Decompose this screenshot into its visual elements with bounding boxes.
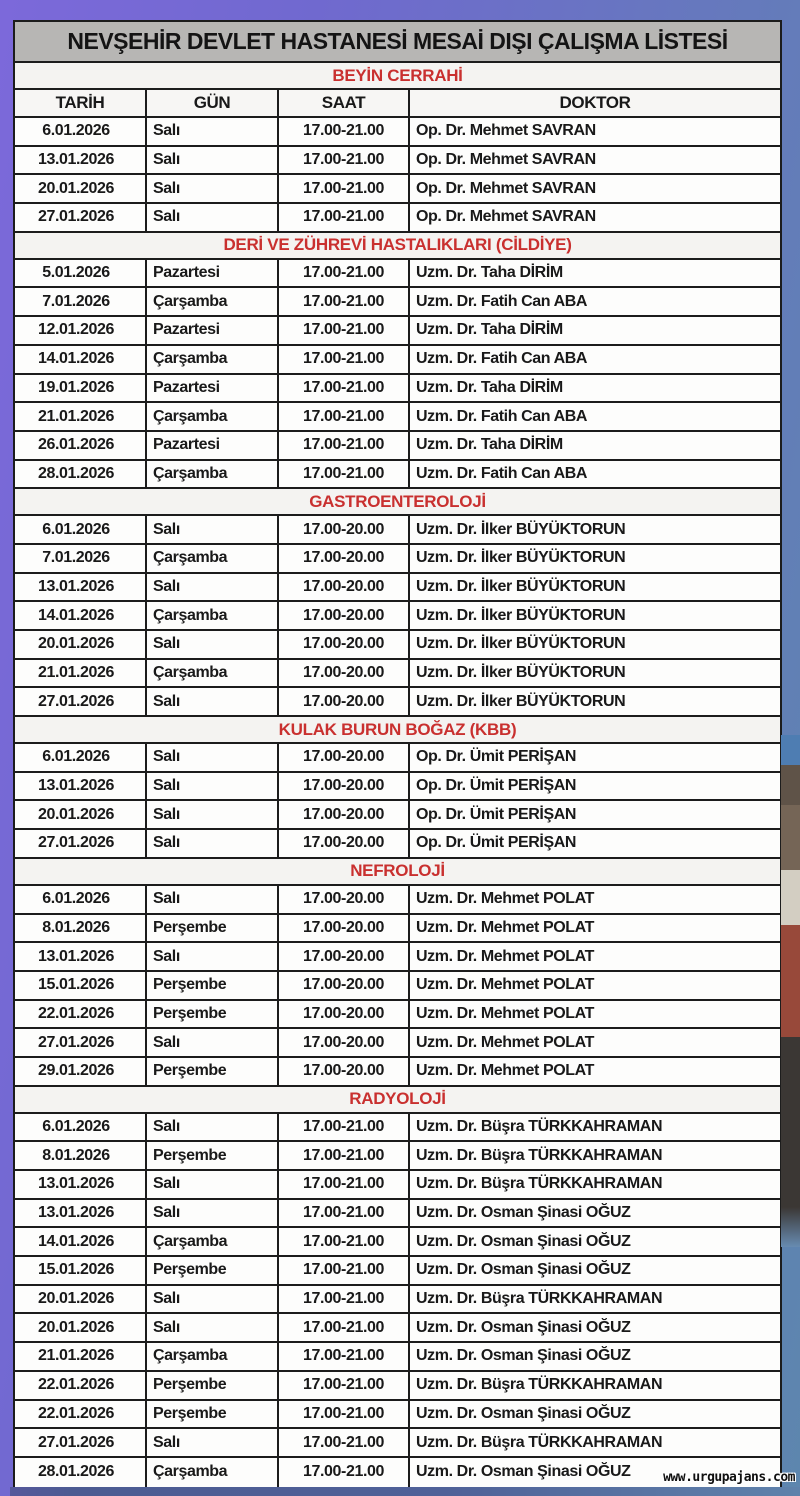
cell-tarih: 13.01.2026 (15, 773, 147, 800)
cell-tarih: 14.01.2026 (15, 602, 147, 629)
cell-saat: 17.00-20.00 (279, 574, 410, 601)
table-row (15, 175, 780, 204)
cell-doktor: Uzm. Dr. Büşra TÜRKKAHRAMAN (416, 1433, 663, 1451)
table-row (15, 346, 780, 375)
cell-tarih: 27.01.2026 (15, 830, 147, 857)
table-row (15, 288, 780, 317)
cell-tarih: 15.01.2026 (15, 1257, 147, 1284)
cell-gun: Salı (147, 631, 279, 658)
section-header: NEFROLOJİ (15, 859, 780, 886)
cell-saat: 17.00-20.00 (279, 773, 410, 800)
cell-saat: 17.00-20.00 (279, 1029, 410, 1056)
cell-gun: Perşembe (147, 1001, 279, 1028)
table-row (15, 660, 780, 689)
cell-doktor: Uzm. Dr. Mehmet POLAT (416, 1062, 594, 1080)
cell-doktor: Uzm. Dr. İlker BÜYÜKTORUN (416, 606, 626, 624)
cell-saat: 17.00-21.00 (279, 147, 410, 174)
cell-tarih: 20.01.2026 (15, 1286, 147, 1313)
table-row (15, 545, 780, 574)
cell-gun: Çarşamba (147, 403, 279, 430)
cell-doktor: Uzm. Dr. Osman Şinasi OĞUZ (416, 1318, 631, 1336)
cell-gun: Salı (147, 1029, 279, 1056)
table-row (15, 915, 780, 944)
cell-doktor: Uzm. Dr. Mehmet POLAT (416, 976, 594, 994)
cell-gun: Perşembe (147, 1142, 279, 1169)
cell-doktor: Uzm. Dr. Taha DİRİM (416, 436, 563, 454)
cell-saat: 17.00-20.00 (279, 1058, 410, 1085)
cell-doktor: Uzm. Dr. Mehmet POLAT (416, 1033, 594, 1051)
cell-doktor: Uzm. Dr. Taha DİRİM (416, 321, 563, 339)
cell-gun: Pazartesi (147, 432, 279, 459)
cell-saat: 17.00-21.00 (279, 260, 410, 287)
section-header: GASTROENTEROLOJİ (15, 489, 780, 516)
section-header: RADYOLOJİ (15, 1087, 780, 1114)
table-row (15, 1114, 780, 1143)
cell-doktor: Uzm. Dr. Fatih Can ABA (416, 407, 588, 425)
table-row (15, 1171, 780, 1200)
table-row (15, 461, 780, 490)
cell-tarih: 21.01.2026 (15, 403, 147, 430)
table-row (15, 147, 780, 176)
cell-tarih: 21.01.2026 (15, 1343, 147, 1370)
cell-saat: 17.00-20.00 (279, 631, 410, 658)
cell-tarih: 6.01.2026 (15, 118, 147, 145)
cell-gun: Salı (147, 516, 279, 543)
cell-doktor: Uzm. Dr. Osman Şinasi OĞUZ (416, 1204, 631, 1222)
table-row (15, 943, 780, 972)
cell-gun: Salı (147, 773, 279, 800)
cell-gun: Pazartesi (147, 260, 279, 287)
column-header-saat: SAAT (279, 90, 410, 116)
cell-gun: Perşembe (147, 1058, 279, 1085)
bottom-edge-bar (10, 1487, 800, 1496)
cell-tarih: 27.01.2026 (15, 204, 147, 231)
table-row (15, 516, 780, 545)
cell-tarih: 13.01.2026 (15, 574, 147, 601)
cell-saat: 17.00-20.00 (279, 660, 410, 687)
cell-doktor: Op. Dr. Ümit PERİŞAN (416, 748, 577, 766)
cell-gun: Pazartesi (147, 375, 279, 402)
table-row (15, 886, 780, 915)
cell-doktor: Uzm. Dr. Fatih Can ABA (416, 292, 588, 310)
photo-dark-area (781, 1037, 800, 1207)
cell-tarih: 29.01.2026 (15, 1058, 147, 1085)
cell-saat: 17.00-21.00 (279, 118, 410, 145)
cell-gun: Çarşamba (147, 545, 279, 572)
cell-gun: Salı (147, 886, 279, 913)
cell-saat: 17.00-20.00 (279, 602, 410, 629)
table-row (15, 118, 780, 147)
photo-rocks (781, 765, 800, 805)
cell-gun: Salı (147, 1286, 279, 1313)
table-row (15, 744, 780, 773)
cell-gun: Salı (147, 147, 279, 174)
table-row (15, 972, 780, 1001)
cell-doktor: Op. Dr. Ümit PERİŞAN (416, 834, 577, 852)
table-row (15, 1029, 780, 1058)
cell-tarih: 20.01.2026 (15, 1314, 147, 1341)
cell-doktor: Uzm. Dr. Osman Şinasi OĞUZ (416, 1261, 631, 1279)
table-row (15, 830, 780, 859)
cell-doktor: Uzm. Dr. Mehmet POLAT (416, 1004, 594, 1022)
cell-gun: Perşembe (147, 1372, 279, 1399)
cell-doktor: Uzm. Dr. Büşra TÜRKKAHRAMAN (416, 1290, 663, 1308)
cell-saat: 17.00-21.00 (279, 1142, 410, 1169)
photo-sky (781, 735, 800, 765)
cell-doktor: Uzm. Dr. Osman Şinasi OĞUZ (416, 1232, 631, 1250)
cell-doktor: Uzm. Dr. İlker BÜYÜKTORUN (416, 577, 626, 595)
cell-saat: 17.00-20.00 (279, 886, 410, 913)
cell-gun: Perşembe (147, 915, 279, 942)
cell-tarih: 14.01.2026 (15, 346, 147, 373)
cell-doktor: Uzm. Dr. Büşra TÜRKKAHRAMAN (416, 1376, 663, 1394)
cell-tarih: 14.01.2026 (15, 1228, 147, 1255)
cell-doktor: Op. Dr. Mehmet SAVRAN (416, 151, 596, 169)
table-row (15, 403, 780, 432)
cell-saat: 17.00-21.00 (279, 403, 410, 430)
cell-gun: Perşembe (147, 1257, 279, 1284)
cell-saat: 17.00-21.00 (279, 1429, 410, 1456)
column-header-row (15, 90, 780, 118)
cell-tarih: 22.01.2026 (15, 1401, 147, 1428)
cell-saat: 17.00-21.00 (279, 1114, 410, 1141)
cell-tarih: 13.01.2026 (15, 1200, 147, 1227)
section-header: KULAK BURUN BOĞAZ (KBB) (15, 717, 780, 744)
cell-tarih: 13.01.2026 (15, 1171, 147, 1198)
table-row (15, 432, 780, 461)
cell-tarih: 5.01.2026 (15, 260, 147, 287)
cell-gun: Perşembe (147, 972, 279, 999)
cell-tarih: 27.01.2026 (15, 688, 147, 715)
cell-doktor: Uzm. Dr. Osman Şinasi OĞUZ (416, 1347, 631, 1365)
cell-doktor: Uzm. Dr. Mehmet POLAT (416, 918, 594, 936)
table-row (15, 1001, 780, 1030)
cell-gun: Salı (147, 744, 279, 771)
cell-tarih: 8.01.2026 (15, 1142, 147, 1169)
cell-tarih: 6.01.2026 (15, 886, 147, 913)
cell-doktor: Uzm. Dr. Büşra TÜRKKAHRAMAN (416, 1175, 663, 1193)
cell-tarih: 21.01.2026 (15, 660, 147, 687)
cell-saat: 17.00-20.00 (279, 545, 410, 572)
cell-gun: Çarşamba (147, 1228, 279, 1255)
cell-tarih: 28.01.2026 (15, 1458, 147, 1487)
table-row (15, 574, 780, 603)
cell-gun: Çarşamba (147, 346, 279, 373)
cell-tarih: 13.01.2026 (15, 943, 147, 970)
cell-saat: 17.00-20.00 (279, 830, 410, 857)
cell-doktor: Uzm. Dr. İlker BÜYÜKTORUN (416, 520, 626, 538)
cell-gun: Salı (147, 830, 279, 857)
cell-tarih: 20.01.2026 (15, 631, 147, 658)
cell-saat: 17.00-21.00 (279, 432, 410, 459)
cell-tarih: 8.01.2026 (15, 915, 147, 942)
table-row (15, 1343, 780, 1372)
table-row (15, 1257, 780, 1286)
cell-tarih: 27.01.2026 (15, 1029, 147, 1056)
cell-doktor: Uzm. Dr. Mehmet POLAT (416, 890, 594, 908)
cell-saat: 17.00-20.00 (279, 516, 410, 543)
cell-doktor: Uzm. Dr. Fatih Can ABA (416, 350, 588, 368)
cell-doktor: Op. Dr. Mehmet SAVRAN (416, 179, 596, 197)
cell-gun: Çarşamba (147, 1458, 279, 1487)
cell-doktor: Op. Dr. Mehmet SAVRAN (416, 208, 596, 226)
section-header: BEYİN CERRAHİ (15, 63, 780, 90)
watermark-text: www.urgupajans.com (663, 1470, 795, 1485)
cell-gun: Perşembe (147, 1401, 279, 1428)
cell-saat: 17.00-20.00 (279, 801, 410, 828)
cell-saat: 17.00-21.00 (279, 1286, 410, 1313)
cell-gun: Salı (147, 801, 279, 828)
cell-gun: Çarşamba (147, 1343, 279, 1370)
cell-gun: Salı (147, 1114, 279, 1141)
photo-brick-building (781, 925, 800, 1037)
cell-saat: 17.00-20.00 (279, 744, 410, 771)
photo-rocks (781, 805, 800, 870)
cell-doktor: Uzm. Dr. Mehmet POLAT (416, 947, 594, 965)
cell-tarih: 20.01.2026 (15, 175, 147, 202)
table-row (15, 204, 780, 233)
cell-saat: 17.00-21.00 (279, 1200, 410, 1227)
table-row (15, 1429, 780, 1458)
page-title: NEVŞEHİR DEVLET HASTANESİ MESAİ DIŞI ÇALIŞMA LİSTESİ (15, 22, 780, 63)
cell-saat: 17.00-20.00 (279, 915, 410, 942)
cell-saat: 17.00-21.00 (279, 1228, 410, 1255)
cell-saat: 17.00-21.00 (279, 1314, 410, 1341)
cell-saat: 17.00-21.00 (279, 288, 410, 315)
cell-gun: Salı (147, 943, 279, 970)
column-header-tarih: TARİH (15, 90, 147, 116)
cell-tarih: 22.01.2026 (15, 1372, 147, 1399)
cell-saat: 17.00-21.00 (279, 317, 410, 344)
cell-saat: 17.00-20.00 (279, 943, 410, 970)
cell-tarih: 6.01.2026 (15, 744, 147, 771)
cell-doktor: Uzm. Dr. Büşra TÜRKKAHRAMAN (416, 1117, 663, 1135)
cell-gun: Salı (147, 204, 279, 231)
column-header-gun: GÜN (147, 90, 279, 116)
cell-tarih: 6.01.2026 (15, 1114, 147, 1141)
cell-tarih: 7.01.2026 (15, 288, 147, 315)
table-row (15, 801, 780, 830)
cell-tarih: 27.01.2026 (15, 1429, 147, 1456)
cell-gun: Salı (147, 574, 279, 601)
cell-gun: Salı (147, 1171, 279, 1198)
table-row (15, 317, 780, 346)
table-row (15, 602, 780, 631)
cell-doktor: Uzm. Dr. İlker BÜYÜKTORUN (416, 635, 626, 653)
cell-saat: 17.00-21.00 (279, 1257, 410, 1284)
section-header: DERİ VE ZÜHREVİ HASTALIKLARI (CİLDİYE) (15, 233, 780, 260)
table-row (15, 631, 780, 660)
cell-doktor: Uzm. Dr. Büşra TÜRKKAHRAMAN (416, 1146, 663, 1164)
cell-saat: 17.00-21.00 (279, 1372, 410, 1399)
table-row (15, 1228, 780, 1257)
cell-saat: 17.00-21.00 (279, 1401, 410, 1428)
table-row (15, 773, 780, 802)
photo-light-area (781, 870, 800, 925)
column-header-doktor: DOKTOR (559, 93, 631, 112)
cell-saat: 17.00-20.00 (279, 688, 410, 715)
table-row (15, 1058, 780, 1087)
cell-saat: 17.00-21.00 (279, 375, 410, 402)
cell-gun: Salı (147, 175, 279, 202)
table-row (15, 375, 780, 404)
cell-tarih: 28.01.2026 (15, 461, 147, 488)
background-photo-edge (781, 735, 800, 1247)
table-row (15, 1372, 780, 1401)
cell-tarih: 12.01.2026 (15, 317, 147, 344)
cell-doktor: Op. Dr. Ümit PERİŞAN (416, 777, 577, 795)
cell-saat: 17.00-21.00 (279, 204, 410, 231)
table-row (15, 1142, 780, 1171)
table-row (15, 1200, 780, 1229)
cell-doktor: Uzm. Dr. Taha DİRİM (416, 264, 563, 282)
cell-gun: Pazartesi (147, 317, 279, 344)
cell-tarih: 7.01.2026 (15, 545, 147, 572)
cell-gun: Salı (147, 1200, 279, 1227)
table-row (15, 688, 780, 717)
cell-gun: Çarşamba (147, 602, 279, 629)
cell-doktor: Uzm. Dr. Osman Şinasi OĞUZ (416, 1463, 631, 1481)
cell-doktor: Uzm. Dr. İlker BÜYÜKTORUN (416, 549, 626, 567)
cell-gun: Çarşamba (147, 288, 279, 315)
cell-gun: Salı (147, 1429, 279, 1456)
cell-saat: 17.00-20.00 (279, 972, 410, 999)
cell-doktor: Uzm. Dr. Fatih Can ABA (416, 464, 588, 482)
table-row (15, 1286, 780, 1315)
cell-saat: 17.00-21.00 (279, 1458, 410, 1487)
cell-gun: Çarşamba (147, 660, 279, 687)
cell-tarih: 20.01.2026 (15, 801, 147, 828)
cell-saat: 17.00-21.00 (279, 461, 410, 488)
cell-saat: 17.00-21.00 (279, 1171, 410, 1198)
cell-gun: Salı (147, 688, 279, 715)
cell-tarih: 15.01.2026 (15, 972, 147, 999)
cell-tarih: 22.01.2026 (15, 1001, 147, 1028)
cell-gun: Salı (147, 118, 279, 145)
cell-gun: Çarşamba (147, 461, 279, 488)
cell-saat: 17.00-21.00 (279, 1343, 410, 1370)
cell-saat: 17.00-21.00 (279, 175, 410, 202)
cell-doktor: Op. Dr. Ümit PERİŞAN (416, 805, 577, 823)
schedule-table (13, 20, 782, 1489)
cell-doktor: Uzm. Dr. İlker BÜYÜKTORUN (416, 692, 626, 710)
cell-tarih: 19.01.2026 (15, 375, 147, 402)
cell-doktor: Uzm. Dr. Osman Şinasi OĞUZ (416, 1404, 631, 1422)
cell-saat: 17.00-20.00 (279, 1001, 410, 1028)
cell-tarih: 13.01.2026 (15, 147, 147, 174)
cell-saat: 17.00-21.00 (279, 346, 410, 373)
photo-fade (781, 1207, 800, 1247)
table-row (15, 260, 780, 289)
cell-gun: Salı (147, 1314, 279, 1341)
cell-doktor: Uzm. Dr. Taha DİRİM (416, 378, 563, 396)
cell-tarih: 6.01.2026 (15, 516, 147, 543)
table-row (15, 1401, 780, 1430)
cell-tarih: 26.01.2026 (15, 432, 147, 459)
table-row (15, 1314, 780, 1343)
cell-doktor: Op. Dr. Mehmet SAVRAN (416, 122, 596, 140)
cell-doktor: Uzm. Dr. İlker BÜYÜKTORUN (416, 664, 626, 682)
